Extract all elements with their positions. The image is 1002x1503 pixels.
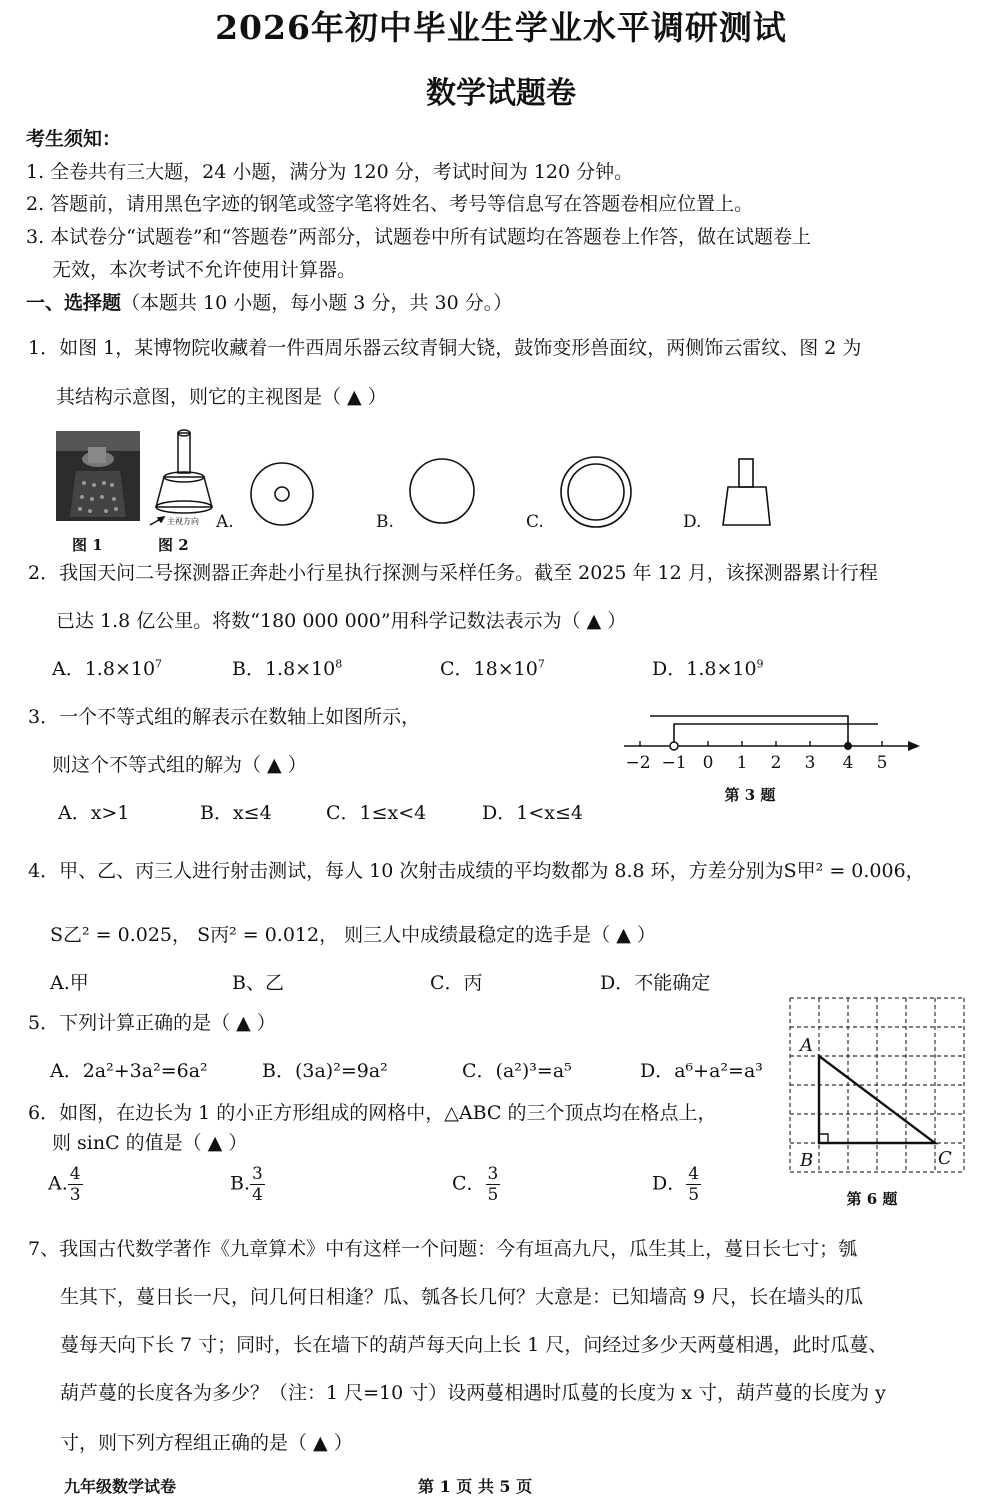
axis-label: 1 [736, 753, 748, 773]
q2-option-d[interactable]: D．$1.8\times 10^9$ [652, 657, 764, 680]
section-title: 一、选择题 [26, 292, 122, 314]
notice-item-1: 1. 全卷共有三大题，24 小题，满分为 120 分，考试时间为 120 分钟。 [26, 161, 634, 183]
q5-option-c[interactable]: C．(a²)³=a⁵ [462, 1060, 572, 1082]
q2-line1: 2．我国天问二号探测器正奔赴小行星执行探测与采样任务。截至 2025 年 12 月，该探测器累计行程 [28, 562, 878, 584]
q3-caption: 第 3 题 [724, 786, 776, 804]
q2-option-c[interactable]: C．$18\times 10^7$ [440, 657, 545, 680]
q6-option-a[interactable]: A. $\frac{4}{3}$ [48, 1164, 81, 1205]
q4-option-d[interactable]: D．不能确定 [600, 972, 711, 994]
exam-title: 2026年初中毕业生学业水平调研测试 [215, 8, 787, 47]
q1-option-b-figure [410, 459, 474, 523]
q7-line5: 寸，则下列方程组正确的是（ ▲ ） [60, 1432, 353, 1454]
q6-option-d[interactable]: D． $\frac{4}{5}$ [652, 1164, 700, 1205]
view-direction-note: 主视方向 [167, 517, 199, 526]
section-desc: （本题共 10 小题，每小题 3 分，共 30 分。） [121, 292, 513, 314]
axis-label: 3 [804, 753, 816, 773]
q7-line2: 生其下，蔓日长一尺，问几何日相逢？瓜、瓠各长几何？大意是：已知墙高 9 尺，长在墙头的瓜 [60, 1286, 864, 1308]
q2-option-b[interactable]: B．$1.8\times 10^8$ [232, 657, 343, 680]
axis-label: 4 [842, 753, 854, 773]
footer-page-number: 第 1 页 共 5 页 [418, 1477, 533, 1496]
q1-option-c-label[interactable]: C. [526, 512, 544, 532]
q1-option-a-figure [251, 463, 313, 525]
q1-figures [50, 425, 810, 557]
figure-1-caption: 图 1 [72, 536, 103, 554]
axis-label: −2 [625, 753, 651, 773]
q4-option-c[interactable]: C．丙 [430, 972, 483, 994]
q6-line1: 6．如图，在边长为 1 的小正方形组成的网格中，△ABC 的三个顶点均在格点上， [28, 1102, 717, 1124]
q5-option-a[interactable]: A．2a²+3a²=6a² [50, 1060, 208, 1082]
q3-option-c[interactable]: C．1≤x<4 [326, 802, 427, 824]
q7-line1: 7、我国古代数学著作《九章算术》中有这样一个问题：今有垣高九尺，瓜生其上，蔓日长七寸；瓠 [28, 1238, 858, 1260]
structure-sketch [150, 430, 212, 525]
q5-line1: 5．下列计算正确的是（ ▲ ） [28, 1012, 276, 1034]
q4-option-b[interactable]: B、乙 [232, 972, 284, 994]
figure-2-caption: 图 2 [158, 536, 189, 554]
vertex-a-label: A [800, 1035, 813, 1056]
q3-option-a[interactable]: A．x>1 [58, 802, 130, 824]
q3-option-d[interactable]: D．1<x≤4 [482, 802, 583, 824]
variance-bing: S丙² = 0.012， [197, 924, 339, 946]
q1-line2: 其结构示意图，则它的主视图是（ ▲ ） [56, 386, 387, 408]
exam-subtitle: 数学试题卷 [426, 76, 576, 111]
q7-line3: 蔓每天向下长 7 寸；同时，长在墙下的葫芦每天向上长 1 尺，问经过多少天两蔓相遇，此时瓜蔓、 [60, 1334, 888, 1356]
right-angle-mark [819, 1134, 828, 1143]
footer-exam-name: 九年级数学试卷 [64, 1477, 177, 1496]
q6-option-c[interactable]: C． $\frac{3}{5}$ [452, 1164, 499, 1205]
axis-label: 2 [770, 753, 782, 773]
q4-line1: 4．甲、乙、丙三人进行射击测试，每人 10 次射击成绩的平均数都为 8.8 环，方差分别为S甲² = 0.006， [28, 860, 925, 882]
q1-option-b-label[interactable]: B. [376, 512, 394, 532]
q1-option-a-label[interactable]: A. [216, 512, 234, 532]
number-line-figure [616, 700, 926, 808]
q3-line2: 则这个不等式组的解为（ ▲ ） [52, 754, 307, 776]
open-point-minus-1 [670, 742, 678, 750]
notice-heading: 考生须知： [26, 128, 122, 150]
notice-item-3-cont: 无效，本次考试不允许使用计算器。 [52, 259, 357, 281]
section-heading [26, 288, 512, 315]
vertex-b-label: B [800, 1150, 814, 1171]
q5-option-d[interactable]: D．a⁶+a²=a³ [640, 1060, 763, 1082]
q3-line1: 3．一个不等式组的解表示在数轴上如图所示， [28, 706, 421, 728]
axis-label: −1 [661, 753, 687, 773]
q5-option-b[interactable]: B．(3a)²=9a² [262, 1060, 388, 1082]
vertex-c-label: C [938, 1148, 952, 1169]
notice-item-2: 2. 答题前，请用黑色字迹的钢笔或签字笔将姓名、考号等信息写在答题卷相应位置上。 [26, 193, 754, 215]
closed-point-4 [844, 742, 852, 750]
variance-jia: S甲² = 0.006， [783, 860, 925, 882]
q1-option-c-figure [561, 457, 631, 527]
q4-line2: S乙² = 0.025， S丙² = 0.012， 则三人中成绩最稳定的选手是（ ▲ ） [50, 924, 656, 946]
q1-option-d-figure [723, 459, 770, 525]
q6-line2: 则 sinC 的值是（ ▲ ） [52, 1132, 248, 1154]
q2-option-a[interactable]: A．$1.8\times 10^7$ [52, 657, 163, 680]
notice-item-3: 3. 本试卷分“试题卷”和“答题卷”两部分，试题卷中所有试题均在答题卷上作答，做在试题卷上 [26, 226, 812, 248]
bronze-artifact-photo [56, 431, 140, 521]
solution-bracket-upper [650, 716, 848, 746]
grid-triangle-figure [786, 994, 970, 1216]
axis-arrow-icon [908, 741, 920, 751]
q3-option-b[interactable]: B．x≤4 [200, 802, 272, 824]
variance-yi: S乙² = 0.025， [50, 924, 192, 946]
axis-label: 5 [876, 753, 888, 773]
axis-label: 0 [702, 753, 714, 773]
q4-option-a[interactable]: A.甲 [50, 972, 89, 994]
q6-option-b[interactable]: B. $\frac{3}{4}$ [230, 1164, 263, 1205]
q6-caption: 第 6 题 [846, 1190, 898, 1208]
q2-line2: 已达 1.8 亿公里。将数“180 000 000”用科学记数法表示为（ ▲ ） [56, 610, 627, 632]
square-grid [790, 998, 964, 1172]
q1-line1: 1．如图 1，某博物院收藏着一件西周乐器云纹青铜大铙，鼓饰变形兽面纹，两侧饰云雷纹、图 2 为 [28, 337, 862, 359]
q1-option-d-label[interactable]: D. [683, 512, 702, 532]
q7-line4: 葫芦蔓的长度各为多少？（注：1 尺=10 寸）设两蔓相遇时瓜蔓的长度为 x 寸，葫芦蔓的长度为 y [60, 1382, 886, 1404]
